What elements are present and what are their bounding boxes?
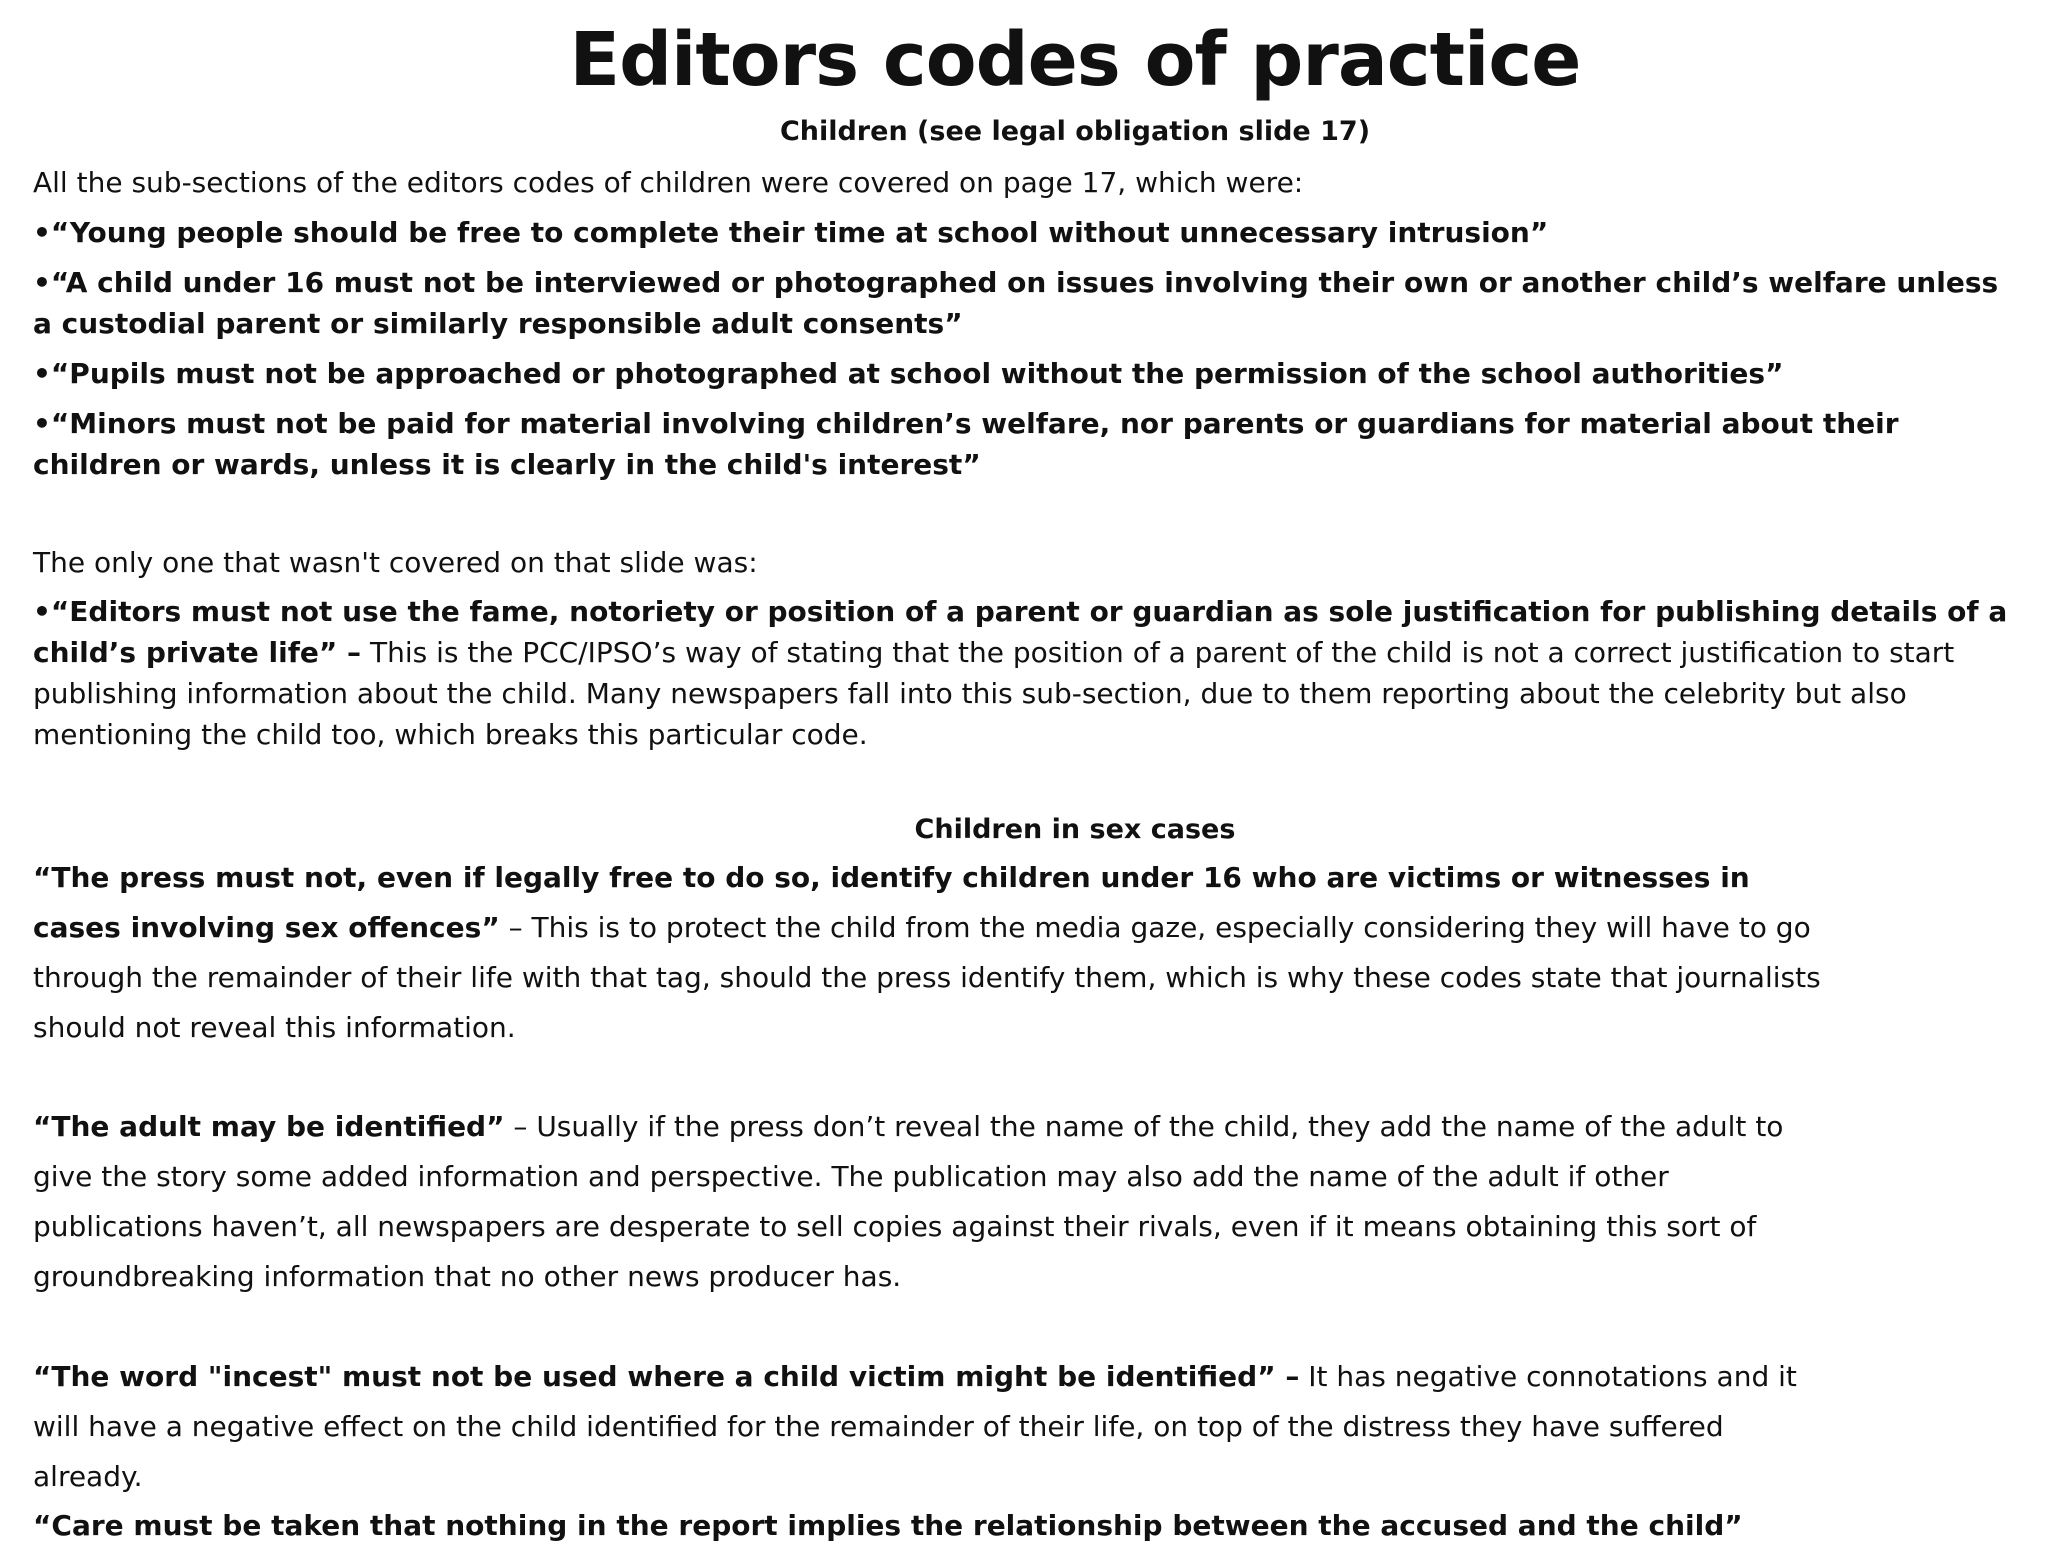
code-explanation: – Usually if the press don’t reveal the name of the child, they add the name of the adult to give the story some added information and perspective. The publication may also add the name of the adult if other publications haven’t, all newspapers are desperate to sell copies against their rivals, even if it means obtaining this sort of groundbreaking information that no other news producer has. xyxy=(33,1110,1784,1293)
code-quote: “The adult may be identified” xyxy=(33,1110,505,1143)
page-title: Editors codes of practice xyxy=(569,17,1581,103)
section-heading-sex-cases: Children in sex cases xyxy=(914,814,1236,845)
intro-paragraph: All the sub-sections of the editors codes of children were covered on page 17, which were: xyxy=(33,166,1304,199)
code-explanation: – This is to protect the child from the media gaze, especially considering they will have to go through the remainder of their life with that tag, should the press identify them, which is why these codes state that journalists should not reveal this information. xyxy=(33,911,1821,1044)
sex-case-item xyxy=(33,1102,1823,1302)
code-explanation: This is the PCC/IPSO’s way of stating that the position of a parent of the child is not a correct justification to start publishing information about the child. Many newspapers fall into this sub-section, due to them reporting about the celebrity but also mentioning the child too, which breaks this particular code. xyxy=(33,636,1955,751)
code-quote: •“Editors must not use the fame, notoriety or position of a parent or guardian as sole justification for publishing details of a child’s private life” – xyxy=(33,595,2008,669)
section-heading-children: Children (see legal obligation slide 17) xyxy=(779,116,1371,147)
not-covered-intro: The only one that wasn't covered on that slide was: xyxy=(33,546,758,579)
bullet-item: •“Pupils must not be approached or photographed at school without the permission of the school authorities” xyxy=(33,357,1784,390)
bullet-item: •“A child under 16 must not be interviewed or photographed on issues involving their own or another child’s welfare unless a custodial parent or similarly responsible adult consents” xyxy=(33,266,1999,340)
not-covered-paragraph xyxy=(33,591,2023,755)
code-quote: “Care must be taken that nothing in the report implies the relationship between the accused and the child” xyxy=(33,1509,1743,1542)
bullet-item: •“Minors must not be paid for material involving children’s welfare, nor parents or guardians for material about their children or wards, unless it is clearly in the child's interest” xyxy=(33,407,1899,481)
sex-case-item xyxy=(33,1352,1823,1502)
code-quote: “The word "incest" must not be used where a child victim might be identified” – xyxy=(33,1360,1300,1393)
sex-case-item xyxy=(33,853,1823,1053)
code-quote: “The press must not, even if legally free to do so, identify children under 16 who are victims or witnesses in cases involving sex offences” xyxy=(33,861,1750,944)
sex-case-item xyxy=(33,1501,1823,1551)
bullet-item: •“Young people should be free to complete their time at school without unnecessary intrusion” xyxy=(33,216,1549,249)
code-explanation: It has negative connotations and it will have a negative effect on the child identified for the remainder of their life, on top of the distress they have suffered already. xyxy=(33,1360,1797,1493)
